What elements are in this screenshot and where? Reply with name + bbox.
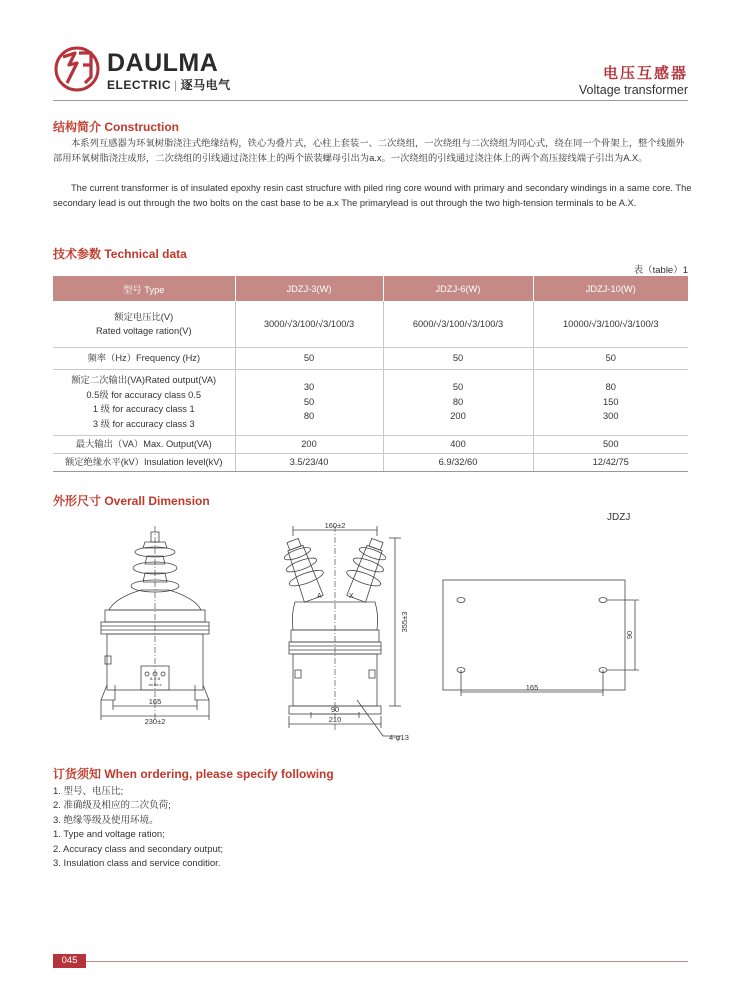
table-cell: 50 xyxy=(383,347,533,369)
terminal-a-mark: A xyxy=(317,593,322,600)
dimension-title: 外形尺寸 Overall Dimension xyxy=(53,494,210,508)
construction-text-cn: 本系列互感器为环氧树脂浇注式绝缘结构，铁心为叠片式，心柱上套装一、二次绕组，一次绕组与二次绕组为同心式，绕在同一个骨架上，整个线圈外部用环氧树脂浇注成形，二次绕组的引线通过浇注体上的两个嵌装螺母引出为a.x。一次绕组的引线通过浇注体上的两个高压接线端子引出为A.X。 xyxy=(53,138,685,163)
table-row-rated-output xyxy=(53,369,688,435)
table-cell: 3.5/23/40 xyxy=(235,453,383,471)
table-note: 表（table）1 xyxy=(633,265,688,276)
row-label: 额定电压比(V) Rated voltage ration(V) xyxy=(53,301,235,347)
list-item: 3. 绝缘等级及使用环境。 xyxy=(53,814,159,826)
brand-sub-en: ELECTRIC xyxy=(107,78,171,92)
dimension-drawing xyxy=(95,520,655,750)
dim-plan-height: 90 xyxy=(625,630,634,640)
list-item: 1. 型号、电压比; xyxy=(53,786,124,797)
list-item: 1. Type and voltage ration; xyxy=(53,829,165,841)
table-cell: 3000/√3/100/√3/100/3 xyxy=(235,301,383,347)
page-title-cn: 电压互感器 xyxy=(602,65,688,82)
ordering-title: 订货须知 When ordering, please specify following xyxy=(53,767,334,781)
table-header-row xyxy=(53,276,688,301)
dim-side-outer: 210 xyxy=(328,715,342,724)
terminal-x-mark: X xyxy=(349,593,354,600)
table-cell: 50 80 200 xyxy=(383,369,533,435)
list-item: 3. Insulation class and service conditior. xyxy=(53,858,221,870)
dim-side-top: 160±2 xyxy=(324,521,346,530)
dim-side-inner: 90 xyxy=(330,705,340,714)
brand-sub-cn: 逐马电气 xyxy=(180,78,231,92)
front-view xyxy=(101,526,209,720)
header-divider xyxy=(53,100,688,101)
table-cell: 6.9/32/60 xyxy=(383,453,533,471)
dim-side-holes: 4-φ13 xyxy=(389,733,409,742)
dim-plan-width: 165 xyxy=(525,683,539,692)
footer-divider xyxy=(86,961,688,962)
table-row-frequency xyxy=(53,347,688,369)
table-cell: 12/42/75 xyxy=(533,453,688,471)
plan-view xyxy=(443,580,639,696)
dim-front-outer: 230±2 xyxy=(144,717,166,726)
technical-title: 技术参数 Technical data xyxy=(53,247,187,261)
table-cell: 30 50 80 xyxy=(235,369,383,435)
table-cell: 50 xyxy=(235,347,383,369)
header-jdzj6: JDZJ-6(W) xyxy=(383,276,533,301)
row-label: 额定绝缘水平(kV）Insulation level(kV) xyxy=(53,453,235,471)
row-label: 额定二次输出(VA)Rated output(VA) 0.5级 for accuracy class 0.5 1 级 for accuracy class 1 3 级 for accuracy class 3 xyxy=(53,369,235,435)
page-title-en: Voltage transformer xyxy=(578,83,688,97)
brand-logo xyxy=(53,43,253,99)
dim-front-terminals-sub: dn da x xyxy=(148,682,162,687)
table-cell: 10000/√3/100/√3/100/3 xyxy=(533,301,688,347)
brand-sub: ELECTRIC | 逐马电气 xyxy=(107,78,231,92)
table-row-voltage-ratio xyxy=(53,301,688,347)
dim-front-inner: 165 xyxy=(148,697,162,706)
construction-text-en: The current transformer is of insulated epoxhy resin cast strucfure with piled ring core wound with primary and secondary windings in a same core. The secondary lead is out through the two bolts on the cast base to be a.x The primarylead is out through the two high-tension terminals to be A.X. xyxy=(53,183,692,208)
table-cell: 400 xyxy=(383,435,533,453)
technical-table xyxy=(53,276,688,472)
header-type: 型号 Type xyxy=(53,276,235,301)
table-cell: 50 xyxy=(533,347,688,369)
list-item: 2. Accuracy class and secondary output; xyxy=(53,843,224,855)
header-jdzj3: JDZJ-3(W) xyxy=(235,276,383,301)
table-cell: 6000/√3/100/√3/100/3 xyxy=(383,301,533,347)
page-number: 045 xyxy=(53,954,86,968)
row-label: 频率（Hz）Frequency (Hz) xyxy=(53,347,235,369)
header-jdzj10: JDZJ-10(W) xyxy=(533,276,688,301)
list-item: 2. 准确级及相应的二次负荷; xyxy=(53,800,171,812)
table-cell: 500 xyxy=(533,435,688,453)
dim-front-terminals: a a a xyxy=(149,676,161,681)
table-cell: 80 150 300 xyxy=(533,369,688,435)
dim-side-height: 355±3 xyxy=(400,611,409,633)
table-cell: 200 xyxy=(235,435,383,453)
table-row-max-output xyxy=(53,435,688,453)
brand-name: DAULMA xyxy=(107,49,219,77)
ordering-list xyxy=(53,785,223,871)
dimension-model: JDZJ xyxy=(607,512,631,523)
page-title xyxy=(579,62,688,97)
construction-title: 结构简介 Construction xyxy=(53,120,179,134)
table-row-insulation xyxy=(53,453,688,471)
row-label: 最大输出（VA）Max. Output(VA) xyxy=(53,435,235,453)
daulma-logo-icon xyxy=(53,43,101,95)
